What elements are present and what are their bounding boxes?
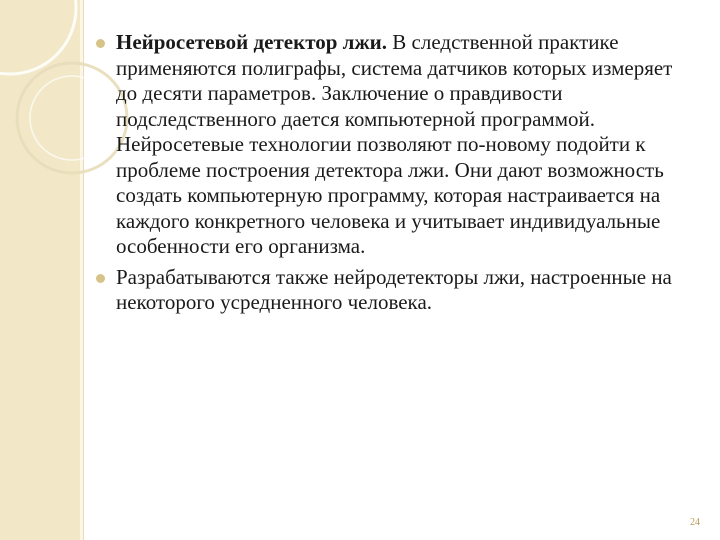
bullet-item bbox=[96, 265, 696, 316]
slide-content bbox=[96, 30, 696, 321]
bullet-heading: Нейросетевой детектор лжи. bbox=[116, 30, 388, 54]
bullet-icon bbox=[96, 274, 105, 283]
bullet-text: В следственной практике применяются полиграфы, система датчиков которых измеряет до десяти параметров. Заключение о правдивости подследственного дается компьютерной программой. Нейросетевые технологии позволяют по-новому подойти к проблеме построения детектора лжи. Они дают возможность создать компьютерную программу, которая настраивается на каждого конкретного человека и учитывает индивидуальные особенности его организма. bbox=[116, 30, 673, 258]
bullet-item bbox=[96, 30, 696, 260]
page-number: 24 bbox=[690, 517, 700, 528]
bullet-icon bbox=[96, 39, 105, 48]
bullet-text: Разрабатываются также нейродетекторы лжи, настроенные на некоторого усредненного человека. bbox=[116, 264, 672, 314]
